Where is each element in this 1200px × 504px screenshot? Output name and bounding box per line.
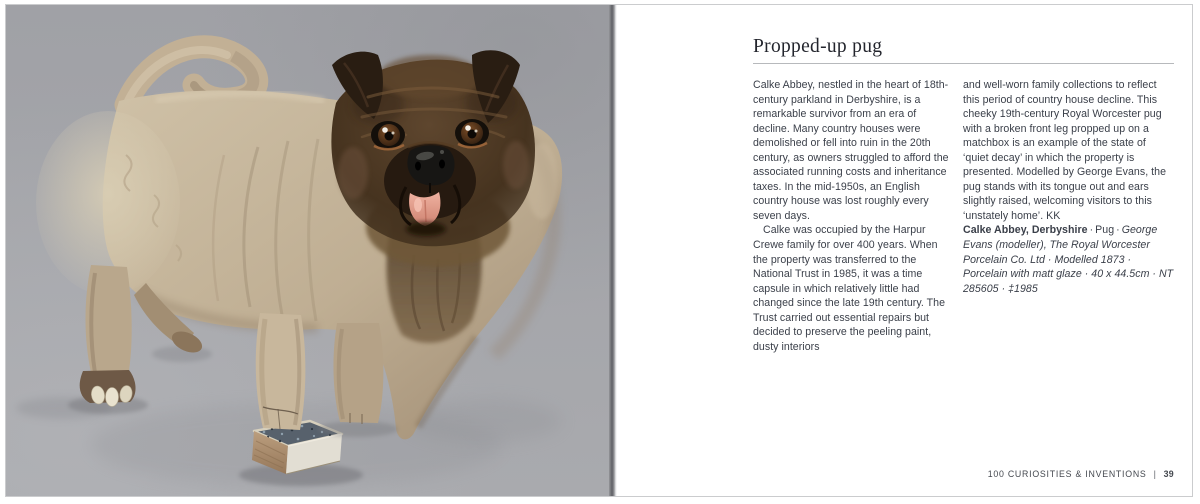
page-gutter [609, 5, 617, 496]
caption-separator: · [1089, 224, 1094, 237]
text-column-left [753, 78, 953, 354]
caption-location: Calke Abbey, Derbyshire [963, 224, 1088, 237]
caption-details: George Evans (modeller), The Royal Worcester Porcelain Co. Ltd · Modelled 1873 · Porcelain with matt glaze · 40 x 44.5cm · NT 285605 · ‡1985 [963, 224, 1174, 295]
caption-object-name: Pug [1095, 224, 1115, 237]
body-paragraph: Calke was occupied by the Harpur Crewe family for over 400 years. When the property was transferred to the National Trust in 1985, it was a time capsule in which relatively little had changed since the late 19th century. The Trust carried out essential repairs but decided to preserve the peeling paint, dusty interiors [753, 224, 946, 353]
footer-divider: | [1153, 469, 1157, 479]
pug-photo [6, 5, 609, 496]
caption-separator: · [1116, 224, 1120, 237]
text-column-right [963, 78, 1174, 296]
body-paragraph: Calke Abbey, nestled in the heart of 18th-century parkland in Derbyshire, is a remarkable survivor from an era of decline. Many country houses were demolished or fell into ruin in the 20th century, as owners struggled to afford the associated running costs and inheritance taxes. In the mid-1950s, an English country house was lost roughly every seven days. [753, 79, 949, 222]
page-title: Propped-up pug [753, 36, 883, 57]
page-footer [753, 469, 1174, 479]
footer-series-title: 100 CURIOSITIES & INVENTIONS [987, 469, 1147, 479]
footer-page-number: 39 [1163, 469, 1174, 479]
toe-claw [106, 388, 119, 407]
title-rule [753, 63, 1174, 64]
pug-head [331, 50, 535, 246]
object-caption [963, 223, 1174, 296]
pug-propped-front-leg [256, 313, 306, 430]
book-spread [5, 4, 1193, 497]
body-paragraph: and well-worn family collections to reflect this period of country house decline. This cheeky 19th-century Royal Worcester pug with a broken front leg propped up on a matchbox is an example of the state of ‘quiet decay’ in which the property is presented. Modelled by George Evans, the pug stands with its tongue out and ears slightly raised, welcoming visitors to this ‘unstately home’. KK [963, 79, 1167, 222]
left-page-photo [6, 5, 609, 496]
